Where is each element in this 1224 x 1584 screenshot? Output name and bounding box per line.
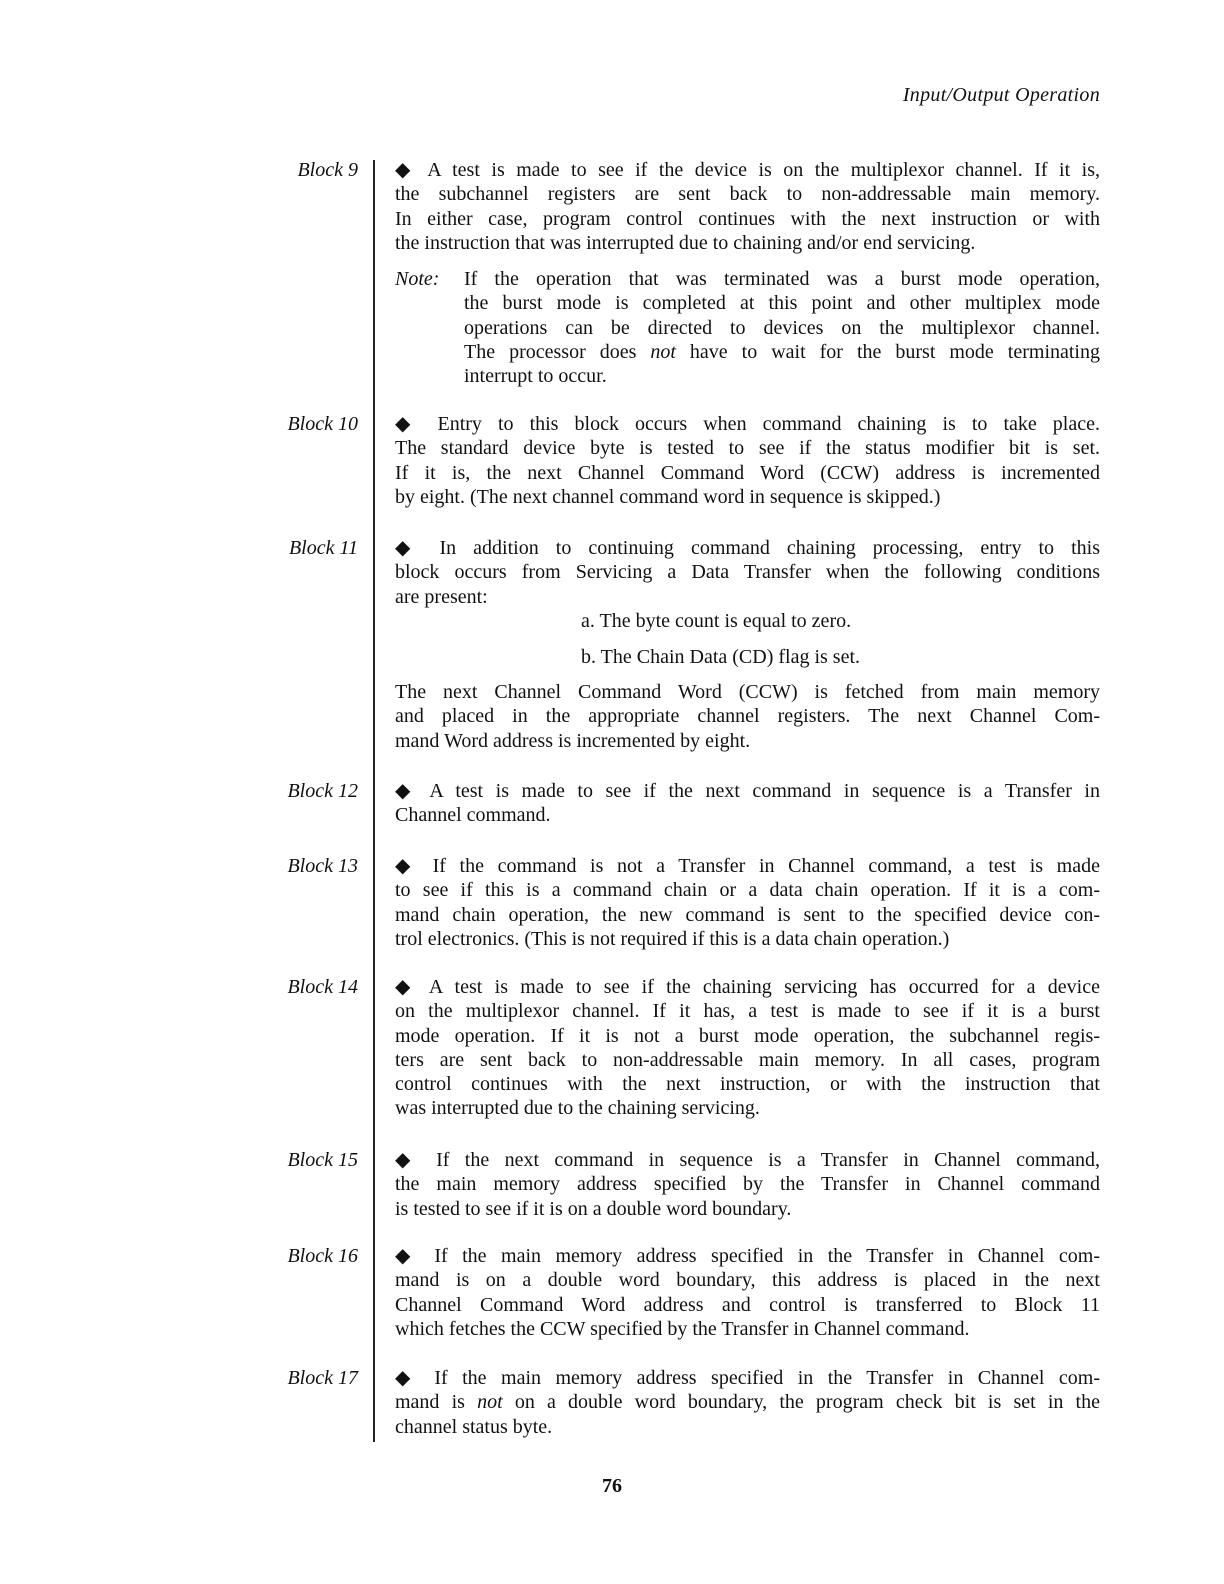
text-line: is tested to see if it is on a double word boundary.	[395, 1197, 792, 1220]
text-segment: mand is	[395, 1391, 478, 1414]
text-line: to see if this is a command chain or a data chain operation. If it is a com-	[395, 879, 1100, 902]
paragraph	[395, 158, 1100, 255]
text-line: are present:	[395, 585, 488, 608]
list-item	[395, 645, 1100, 669]
emphasis: not	[650, 340, 676, 363]
text-line: mode operation. If it is not a burst mode operation, the subchannel regis-	[395, 1024, 1100, 1047]
text-line: ◆ If the main memory address specified in the Transfer in Channel com-	[395, 1367, 1100, 1389]
text-line: interrupt to occur.	[464, 365, 607, 388]
text-line: In either case, program control continues with the next instruction or with	[395, 207, 1100, 230]
text-line: ◆ If the next command in sequence is a Transfer in Channel command,	[395, 1149, 1100, 1171]
text-line: which fetches the CCW specified by the Transfer in Channel command.	[395, 1317, 970, 1340]
note-label: Note:	[395, 268, 440, 290]
block-label: Block 10	[287, 413, 358, 435]
text-line: the main memory address specified by the Transfer in Channel command	[395, 1173, 1100, 1196]
paragraph	[395, 1244, 1100, 1341]
text-line: the instruction that was interrupted due to chaining and/or end servicing.	[395, 231, 976, 254]
text-line: the burst mode is completed at this point and other multiplex mode	[464, 292, 1100, 315]
paragraph	[395, 412, 1100, 509]
block-label: Block 15	[287, 1149, 358, 1171]
block-label: Block 12	[287, 780, 358, 802]
text-line: ◆ A test is made to see if the next command in sequence is a Transfer in	[395, 780, 1100, 802]
text-line: If the operation that was terminated was a burst mode operation,	[464, 268, 1100, 290]
paragraph	[395, 536, 1100, 609]
text-segment: have to wait for the burst mode terminating	[675, 340, 1100, 363]
block-label: Block 13	[287, 855, 358, 877]
text-line: Channel Command Word address and control is transferred to Block 11	[395, 1293, 1100, 1316]
note-paragraph	[395, 267, 1100, 388]
emphasis: not	[477, 1391, 503, 1414]
text-line: and placed in the appropriate channel registers. The next Channel Com-	[395, 705, 1100, 728]
text-line: the subchannel registers are sent back to non-addressable main memory.	[395, 183, 1100, 206]
list-item	[395, 609, 1100, 633]
text-line: control continues with the next instruction, or with the instruction that	[395, 1073, 1100, 1096]
paragraph	[395, 779, 1100, 828]
text-line: ◆ A test is made to see if the device is on the multiplexor channel. If it is,	[395, 159, 1100, 181]
block-label: Block 17	[287, 1367, 358, 1389]
paragraph	[395, 975, 1100, 1121]
text-line: ◆ If the command is not a Transfer in Channel command, a test is made	[395, 855, 1100, 877]
text-line: trol electronics. (This is not required if this is a data chain operation.)	[395, 927, 950, 950]
paragraph	[395, 1148, 1100, 1221]
vertical-divider	[373, 160, 375, 1442]
text-line: If it is, the next Channel Command Word (CCW) address is incremented	[395, 461, 1100, 484]
running-header: Input/Output Operation	[902, 84, 1100, 106]
text-line: operations can be directed to devices on the multiplexor channel.	[464, 316, 1100, 339]
text-line: ◆ If the main memory address specified in the Transfer in Channel com-	[395, 1245, 1100, 1267]
paragraph	[395, 680, 1100, 753]
text-line: on the multiplexor channel. If it has, a test is made to see if it is a burst	[395, 1000, 1100, 1023]
text-line: ◆ Entry to this block occurs when command chaining is to take place.	[395, 413, 1100, 435]
paragraph	[395, 1366, 1100, 1439]
text-segment: on a double word boundary, the program check bit is set in the	[502, 1391, 1100, 1414]
text-line: mand chain operation, the new command is sent to the specified device con-	[395, 903, 1100, 926]
block-label: Block 16	[287, 1245, 358, 1267]
block-label: Block 9	[297, 159, 358, 181]
text-line: The next Channel Command Word (CCW) is fetched from main memory	[395, 681, 1100, 703]
text-line: block occurs from Servicing a Data Transfer when the following conditions	[395, 561, 1100, 584]
text-line: channel status byte.	[395, 1415, 553, 1438]
text-line: by eight. (The next channel command word in sequence is skipped.)	[395, 485, 941, 508]
page-number: 76	[602, 1475, 622, 1497]
text-line: Channel command.	[395, 804, 551, 827]
text-line	[395, 1390, 1100, 1414]
block-label: Block 14	[287, 976, 358, 998]
text-line: ters are sent back to non-addressable main memory. In all cases, program	[395, 1048, 1100, 1071]
text-line	[464, 340, 1100, 364]
text-line: was interrupted due to the chaining servicing.	[395, 1097, 760, 1120]
text-line: ◆ In addition to continuing command chaining processing, entry to this	[395, 537, 1100, 559]
text-line: mand Word address is incremented by eight.	[395, 729, 751, 752]
text-line: The standard device byte is tested to see if the status modifier bit is set.	[395, 437, 1100, 460]
text-line: mand is on a double word boundary, this address is placed in the next	[395, 1269, 1100, 1292]
block-label: Block 11	[288, 537, 358, 559]
text-line: a. The byte count is equal to zero.	[581, 610, 852, 632]
paragraph	[395, 854, 1100, 951]
text-segment: The processor does	[464, 340, 651, 363]
text-line: ◆ A test is made to see if the chaining servicing has occurred for a device	[395, 976, 1100, 998]
text-line: b. The Chain Data (CD) flag is set.	[581, 646, 861, 668]
